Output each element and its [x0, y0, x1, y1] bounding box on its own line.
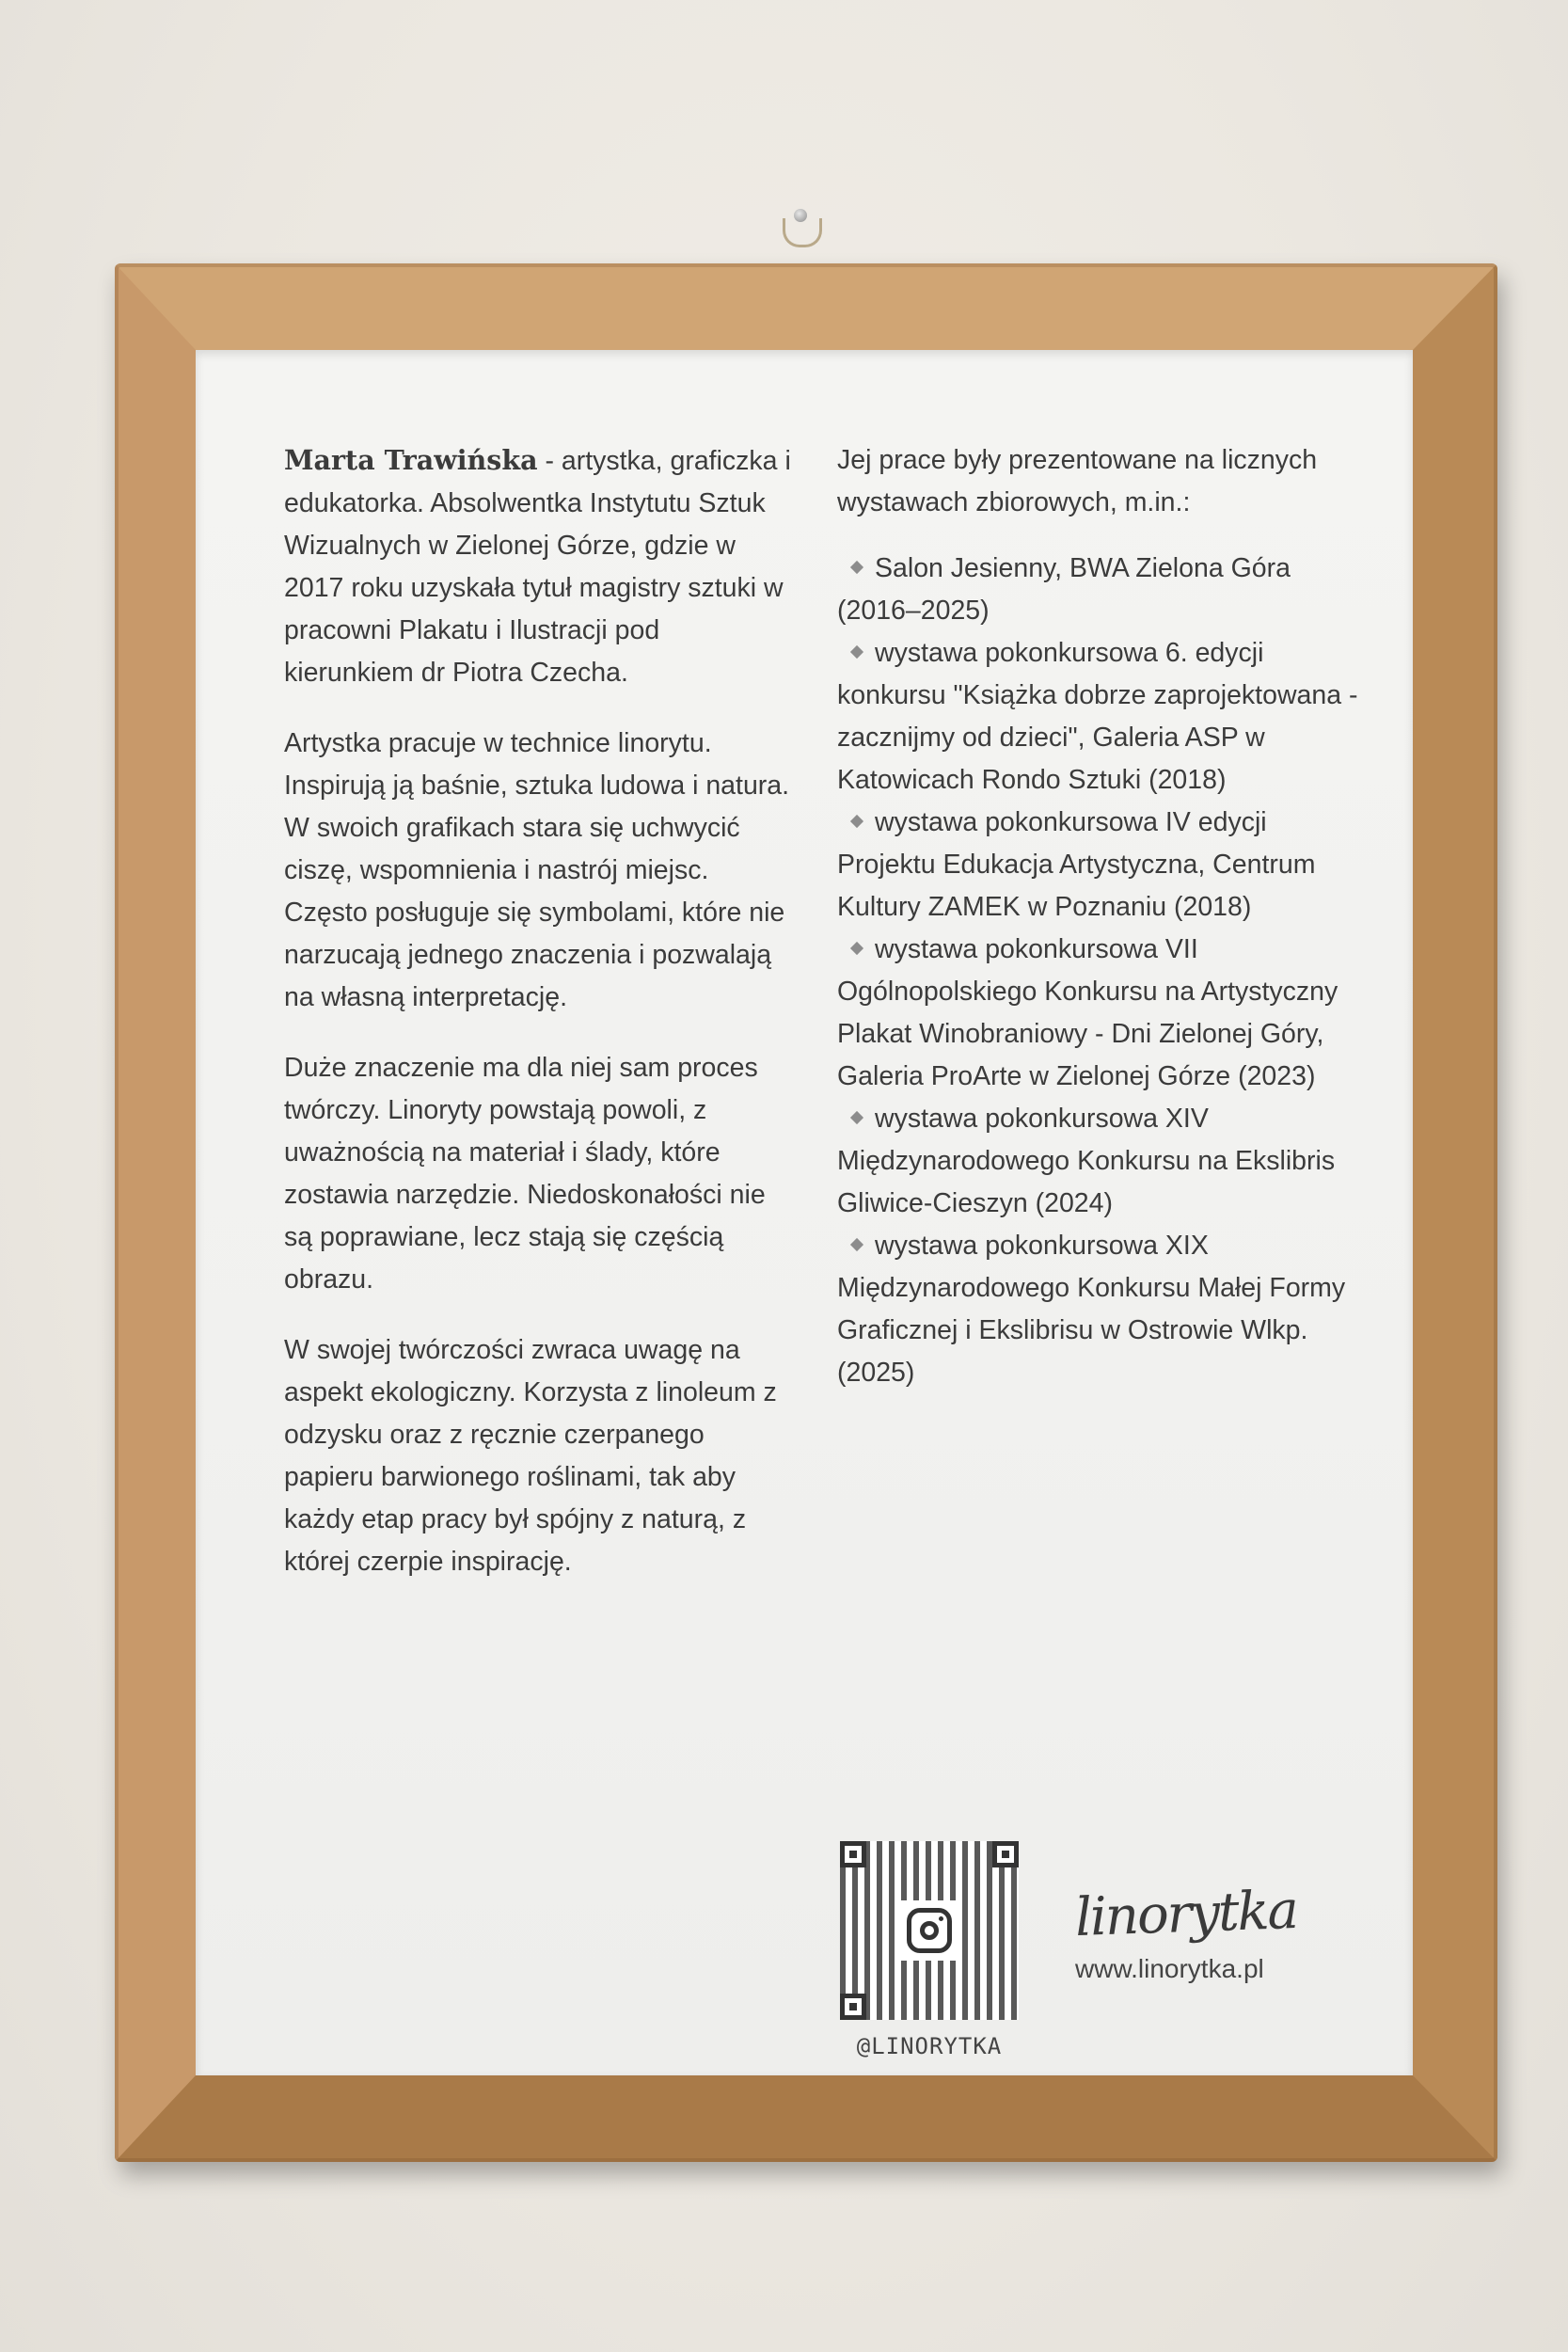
bio-paragraph-2: Artystka pracuje w technice linorytu. Inspirują ją baśnie, sztuka ludowa i natura. W swoich grafikach stara się uchwycić ciszę, wspomnienia i nastrój miejsc. Często posługuje się symbolami, które nie narzucają jednego znaczenia i pozwalają na własną interpretację. [284, 728, 790, 1012]
qr-code[interactable] [840, 1841, 1019, 2020]
diamond-bullet-icon [850, 561, 863, 574]
list-item: wystawa pokonkursowa XIV Międzynarodowego Konkursu na Ekslibris Gliwice-Cieszyn (2024) [837, 1104, 1336, 1218]
qr-finder [840, 1994, 866, 2020]
qr-finder [840, 1841, 866, 1867]
list-item: Salon Jesienny, BWA Zielona Góra (2016–2025) [837, 553, 1291, 626]
exhibitions-list [837, 548, 1364, 1394]
website-url: www.linorytka.pl [1075, 1954, 1264, 1983]
info-sheet [196, 350, 1413, 2075]
exhibitions-intro: Jej prace były prezentowane na licznych wystawach zbiorowych, m.in.: [837, 445, 1318, 517]
brand-logo: linorytka [1073, 1879, 1298, 1949]
picture-frame [115, 263, 1497, 2162]
exhibitions-column [837, 439, 1364, 1394]
list-item: wystawa pokonkursowa VII Ogólnopolskiego Konkursu na Artystyczny Plakat Winobraniowy - Dni Zielonej Góry, Galeria ProArte w Zielonej Górze (2023) [837, 934, 1338, 1091]
diamond-bullet-icon [850, 1238, 863, 1251]
diamond-bullet-icon [850, 1111, 863, 1124]
diamond-bullet-icon [850, 815, 863, 828]
wall-nail [790, 209, 811, 254]
qr-block [840, 1841, 1028, 2059]
diamond-bullet-icon [850, 942, 863, 955]
bio-paragraph-1: Marta Trawińska - artystka, graficzka i edukatorka. Absolwentka Instytutu Sztuk Wizualnych w Zielonej Górze, gdzie w 2017 roku uzyskała tytuł magistry sztuki w pracowni Plakatu i Ilustracji pod kierunkiem dr Piotra Czecha. [284, 444, 791, 688]
bio-paragraph-4: W swojej twórczości zwraca uwagę na aspekt ekologiczny. Korzysta z linoleum z odzysku oraz z ręcznie czerpanego papieru barwionego roślinami, tak aby każdy etap pracy był spójny z naturą, z której czerpie inspirację. [284, 1335, 777, 1577]
instagram-handle: @LINORYTKA [856, 2033, 1003, 2059]
list-item: wystawa pokonkursowa 6. edycji konkursu "Książka dobrze zaprojektowana - zacznijmy od dzieci", Galeria ASP w Katowicach Rondo Sztuki (2018) [837, 638, 1358, 795]
diamond-bullet-icon [850, 645, 863, 659]
artist-name: Marta Trawińska [284, 444, 538, 476]
instagram-icon [899, 1900, 959, 1961]
list-item: wystawa pokonkursowa XIX Międzynarodowego Konkursu Małej Formy Graficznej i Ekslibrisu w Ostrowie Wlkp. (2025) [837, 1231, 1346, 1388]
bio-paragraph-3: Duże znaczenie ma dla niej sam proces twórczy. Linoryty powstają powoli, z uważnością na materiał i ślady, które zostawia narzędzie. Niedoskonałości nie są poprawiane, lecz stają się częścią obrazu. [284, 1053, 766, 1295]
bio-column [284, 439, 792, 1612]
qr-finder [992, 1841, 1019, 1867]
list-item: wystawa pokonkursowa IV edycji Projektu Edukacja Artystyczna, Centrum Kultury ZAMEK w Poznaniu (2018) [837, 807, 1316, 922]
